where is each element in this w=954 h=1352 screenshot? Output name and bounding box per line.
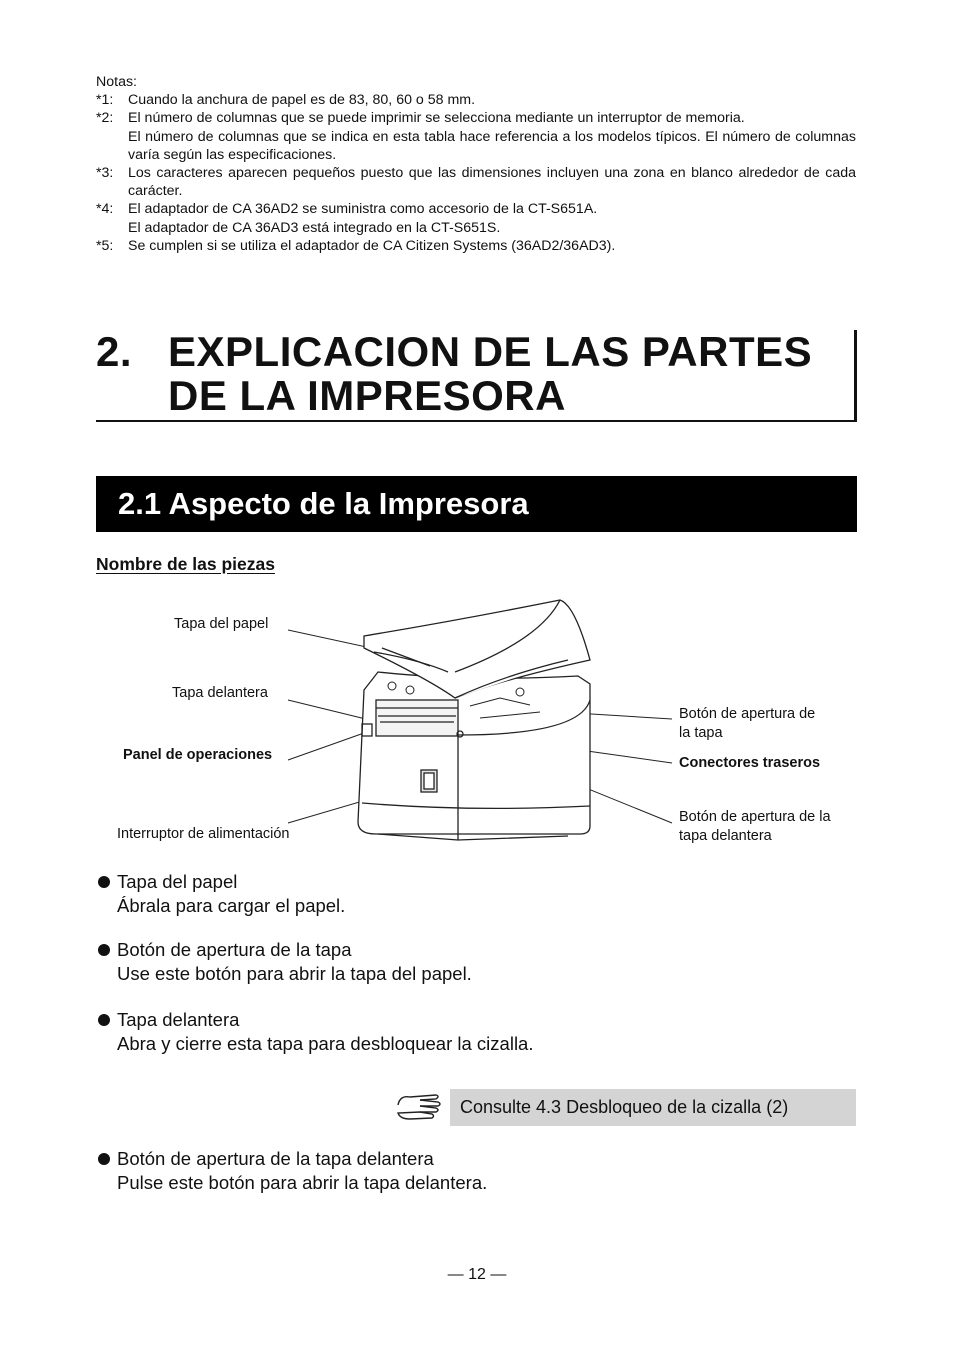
chapter-title: [168, 330, 812, 418]
note-mark: *4:: [96, 201, 114, 218]
note-text: Cuando la anchura de papel es de 83, 80, 60 o 58 mm.: [128, 92, 476, 109]
label-paper-cover: Tapa del papel: [174, 616, 269, 632]
power-switch: [421, 770, 437, 792]
bullet-icon: [98, 876, 110, 888]
list-item-text: [117, 1008, 534, 1055]
bullet-icon: [98, 1153, 110, 1165]
note-text: El adaptador de CA 36AD2 se suministra como accesorio de la CT-S651A.: [128, 201, 598, 218]
list-item-text: [117, 938, 472, 985]
list-item-text: [117, 1147, 487, 1194]
bullet-icon: [98, 944, 110, 956]
bullet-icon: [98, 1014, 110, 1026]
list-item-desc: Ábrala para cargar el papel.: [117, 894, 346, 916]
note-mark: *3:: [96, 165, 114, 182]
reference-text: Consulte 4.3 Desbloqueo de la cizalla (2): [460, 1097, 789, 1117]
note-text: Se cumplen si se utiliza el adaptador de CA Citizen Systems (36AD2/36AD3).: [128, 237, 616, 254]
chapter-title-line: DE LA IMPRESORA: [168, 372, 566, 419]
list-item-desc: Use este botón para abrir la tapa del papel.: [117, 962, 472, 984]
list-item-title: Botón de apertura de la tapa: [117, 939, 352, 960]
reference-box: [450, 1089, 856, 1126]
label-cover-open-button: Botón de apertura de la tapa: [679, 706, 816, 741]
note-text: Los caracteres aparecen pequeños puesto que las dimensiones incluyen una zona en blanco alrededor de cada carácter.: [128, 165, 856, 200]
note-item: [96, 200, 856, 218]
list-item-text: [117, 870, 345, 917]
list-item-title: Botón de apertura de la tapa delantera: [117, 1148, 434, 1169]
note-item: [96, 109, 856, 127]
list-item-desc: Abra y cierre esta tapa para desbloquear la cizalla.: [117, 1032, 534, 1054]
list-item-title: Tapa del papel: [117, 871, 238, 892]
label-power-switch: Interruptor de alimentación: [117, 826, 290, 842]
notes-block: [96, 73, 856, 255]
note-text: El adaptador de CA 36AD3 está integrado en la CT-S651S.: [128, 219, 501, 236]
chapter-number: 2.: [96, 328, 133, 375]
subheading: Nombre de las piezas: [96, 554, 275, 574]
list-item-title: Tapa delantera: [117, 1009, 240, 1030]
printer-body: [358, 672, 590, 840]
note-mark: *5:: [96, 237, 114, 254]
page-number: — 12 —: [447, 1266, 507, 1283]
chapter-title-line: EXPLICACION DE LAS PARTES: [168, 328, 813, 375]
chapter-heading: [96, 330, 857, 422]
notes-heading: Notas:: [96, 74, 138, 90]
label-front-cover-open-button: Botón de apertura de la tapa delantera: [679, 809, 831, 844]
label-front-cover: Tapa delantera: [172, 685, 268, 701]
note-mark: *1:: [96, 92, 114, 109]
section-heading: [96, 476, 857, 532]
note-mark: *2:: [96, 110, 114, 127]
note-item: [96, 237, 856, 255]
note-item: [96, 164, 856, 200]
label-operation-panel: Panel de operaciones: [123, 747, 273, 763]
front-cover: [362, 700, 463, 737]
pointing-hand-icon: [396, 1091, 444, 1127]
list-item-desc: Pulse este botón para abrir la tapa delantera.: [117, 1171, 488, 1193]
note-item: [96, 91, 856, 109]
section-title: 2.1 Aspecto de la Impresora: [118, 486, 529, 521]
note-text: El número de columnas que se puede imprimir se selecciona mediante un interruptor de memoria.: [128, 110, 745, 127]
label-rear-connectors: Conectores traseros: [679, 755, 821, 771]
note-text: El número de columnas que se indica en esta tabla hace referencia a los modelos típicos. El número de columnas varía según las especificaciones.: [128, 128, 856, 163]
